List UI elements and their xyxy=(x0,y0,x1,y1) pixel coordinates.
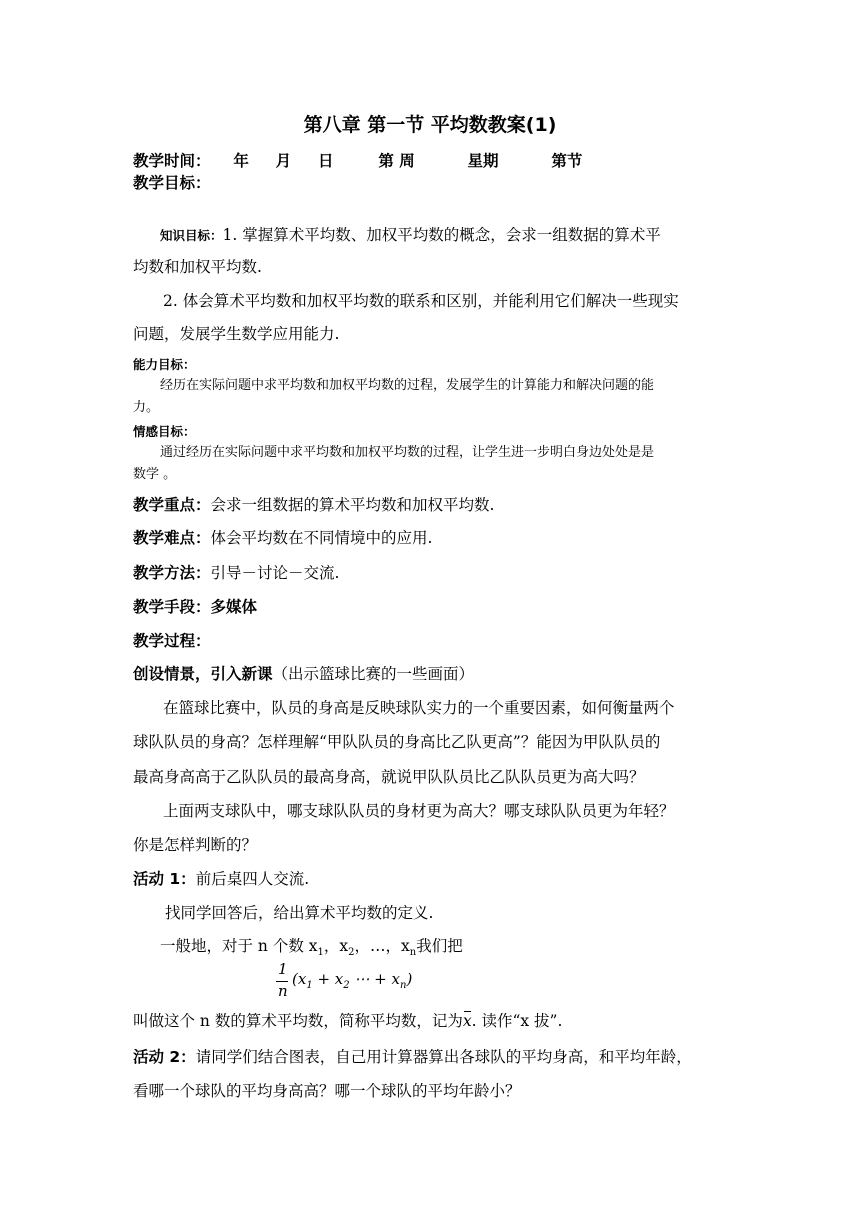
teaching-time-label: 教学时间： xyxy=(133,152,211,170)
means-text: 多媒体 xyxy=(210,598,258,616)
ability-goal-text-b: 力。 xyxy=(133,400,160,415)
formula-sum: ($x_1 + x_2$ ⋯ + $x_n$) xyxy=(292,970,413,991)
activity2-text-b: 看哪一个球队的平均身高高？哪一个球队的平均年龄小？ xyxy=(133,1082,521,1100)
activity2-label: 活动 2： xyxy=(133,1048,196,1066)
activity1-text: 前后桌四人交流. xyxy=(195,870,310,888)
x-bar-symbol: x xyxy=(462,1012,472,1030)
para2-line-b: 你是怎样判断的？ xyxy=(133,836,258,854)
page-title: 第八章 第一节 平均数教案(1) xyxy=(303,114,557,136)
key-point-text: 会求一组数据的算术平均数和加权平均数. xyxy=(210,496,495,514)
means-label: 教学手段： xyxy=(133,598,211,616)
intro-text: （出示篮球比赛的一些画面） xyxy=(272,665,475,683)
para1-line-a: 在篮球比赛中，队员的身高是反映球队实力的一个重要因素，如何衡量两个 xyxy=(163,699,675,717)
para1-line-b: 球队队员的身高？怎样理解“甲队队员的身高比乙队更高”？能因为甲队队员的 xyxy=(133,733,661,751)
teaching-time-line xyxy=(133,150,582,172)
key-point-label: 教学重点： xyxy=(133,496,211,514)
intro-line xyxy=(133,663,474,685)
process-label: 教学过程： xyxy=(133,632,211,650)
month-label: 月 xyxy=(275,152,292,170)
period-label: 第节 xyxy=(551,152,583,170)
means-line xyxy=(133,596,257,618)
knowledge-goal-text-2b: 问题，发展学生数学应用能力. xyxy=(133,325,340,343)
knowledge-goal-text-1b: 均数和加权平均数. xyxy=(133,258,262,276)
intro-label: 创设情景，引入新课 xyxy=(133,665,273,683)
answer-line: 找同学回答后，给出算术平均数的定义. xyxy=(165,904,434,922)
general-definition-line: 一般地，对于 n 个数 $x_1$，$x_2$，…，$x_n$我们把 xyxy=(160,937,463,959)
emotion-goal-text-b: 数学 。 xyxy=(133,467,177,482)
method-label: 教学方法： xyxy=(133,564,211,582)
formula-denominator: n xyxy=(278,982,288,1000)
day-label: 日 xyxy=(317,152,334,170)
difficulty-line xyxy=(133,527,432,549)
knowledge-goal-label: 知识目标： xyxy=(160,228,223,243)
activity2-text-a: 请同学们结合图表，自己用计算器算出各球队的平均身高，和平均年龄， xyxy=(195,1048,692,1066)
teaching-goals-label: 教学目标： xyxy=(133,174,211,192)
difficulty-text: 体会平均数在不同情境中的应用. xyxy=(210,529,433,547)
method-text: 引导－讨论－交流. xyxy=(210,564,340,582)
definition-line: 叫做这个 n 数的算术平均数，简称平均数，记为x. 读作“x 拔”. xyxy=(133,1012,563,1030)
difficulty-label: 教学难点： xyxy=(133,529,211,547)
activity2-line xyxy=(133,1046,692,1068)
method-line xyxy=(133,562,339,584)
knowledge-goal-text-2a: 2. 体会算术平均数和加权平均数的联系和区别，并能利用它们解决一些现实 xyxy=(163,292,679,310)
year-label: 年 xyxy=(233,152,249,170)
knowledge-goal-line-1 xyxy=(160,224,661,247)
para1-line-c: 最高身高高于乙队队员的最高身高，就说甲队队员比乙队队员更为高大吗？ xyxy=(133,768,645,786)
week-label: 第 周 xyxy=(378,152,415,170)
emotion-goal-label: 情感目标： xyxy=(133,424,196,439)
ability-goal-label: 能力目标： xyxy=(133,357,196,372)
ability-goal-text-a: 经历在实际问题中求平均数和加权平均数的过程，发展学生的计算能力和解决问题的能 xyxy=(160,378,655,393)
activity1-line xyxy=(133,868,309,890)
formula-numerator: 1 xyxy=(278,960,288,978)
mean-formula xyxy=(276,960,446,1006)
knowledge-goal-text-1a: 1. 掌握算术平均数、加权平均数的概念，会求一组数据的算术平 xyxy=(222,226,661,244)
para2-line-a: 上面两支球队中，哪支球队队员的身材更为高大？哪支球队队员更为年轻？ xyxy=(163,802,675,820)
activity1-label: 活动 1： xyxy=(133,870,196,888)
weekday-label: 星期 xyxy=(467,152,499,170)
key-point-line xyxy=(133,494,494,516)
emotion-goal-text-a: 通过经历在实际问题中求平均数和加权平均数的过程，让学生进一步明白身边处处是是 xyxy=(160,445,655,460)
